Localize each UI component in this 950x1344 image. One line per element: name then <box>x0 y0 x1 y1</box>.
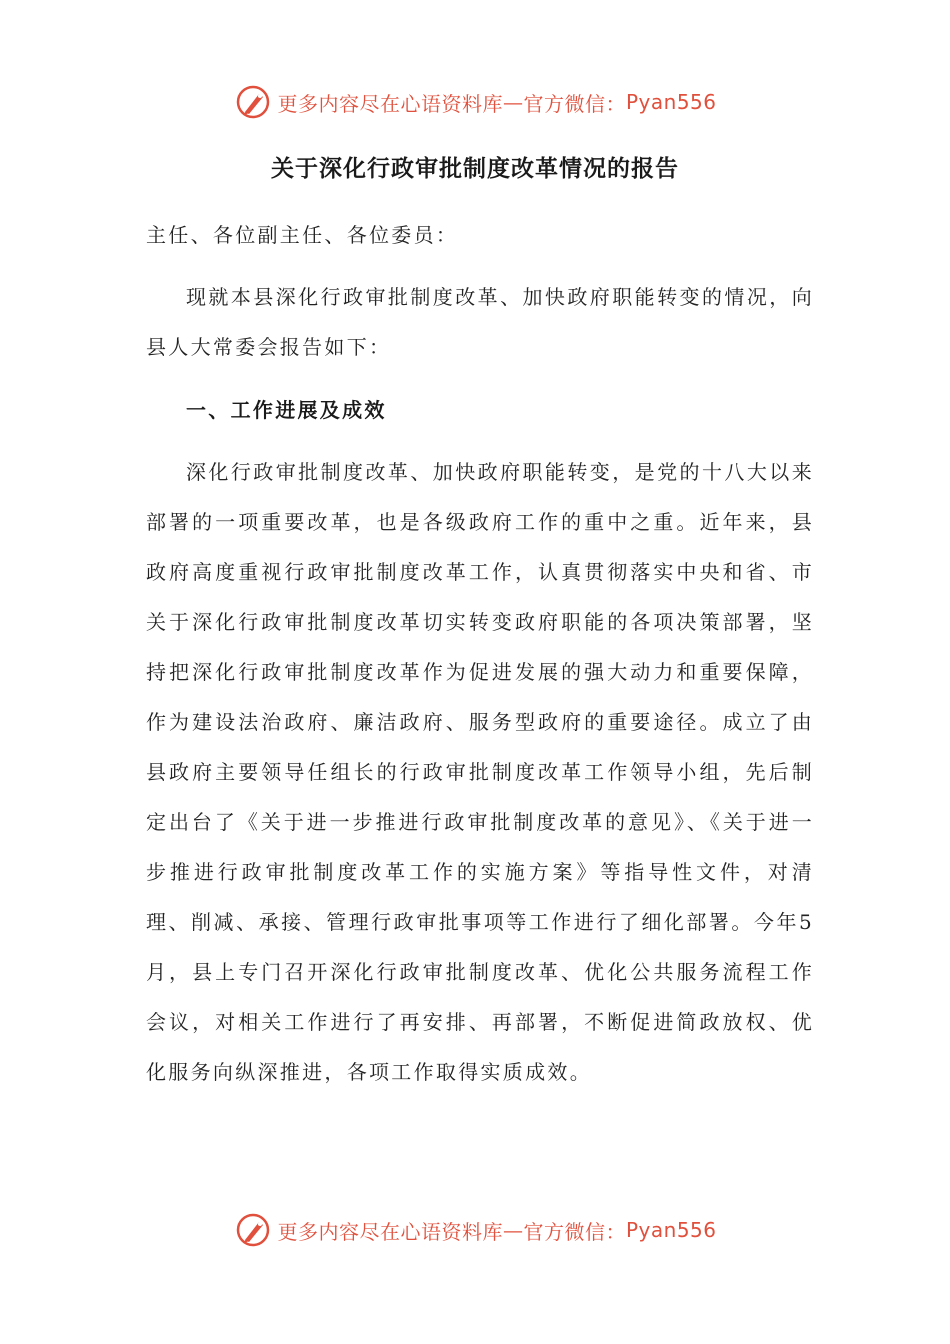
body-paragraph: 深化行政审批制度改革、加快政府职能转变，是党的十八大以来部署的一项重要改革，也是各级政府工作的重中之重。近年来，县政府高度重视行政审批制度改革工作，认真贯彻落实中央和省、市关于深化行政审批制度改革切实转变政府职能的各项决策部署，坚持把深化行政审批制度改革作为促进发展的强大动力和重要保障，作为建设法治政府、廉洁政府、服务型政府的重要途径。成立了由县政府主要领导任组长的行政审批制度改革工作领导小组，先后制定出台了《关于进一步推进行政审批制度改革的意见》、《关于进一步推进行政审批制度改革工作的实施方案》等指导性文件，对清理、削减、承接、管理行政审批事项等工作进行了细化部署。今年5月，县上专门召开深化行政审批制度改革、优化公共服务流程工作会议，对相关工作进行了再安排、再部署，不断促进简政放权、优化服务向纵深推进，各项工作取得实质成效。 <box>146 460 814 1084</box>
watermark-separator: — <box>502 90 524 114</box>
intro-paragraph: 现就本县深化行政审批制度改革、加快政府职能转变的情况，向县人大常委会报告如下： <box>146 285 814 359</box>
document-title: 关于深化行政审批制度改革情况的报告 <box>271 155 679 182</box>
watermark-label: 官方微信： <box>523 1219 626 1244</box>
pen-nib-logo-icon <box>233 82 273 122</box>
watermark-banner-top <box>0 82 950 122</box>
watermark-wechat-id: Pyan556 <box>625 90 717 114</box>
watermark-main-text: 更多内容尽在心语资料库 <box>277 1219 503 1244</box>
pen-nib-logo-icon <box>233 1210 273 1250</box>
watermark-wechat-id: Pyan556 <box>625 1218 717 1242</box>
section-heading: 一、工作进展及成效 <box>186 398 387 422</box>
watermark-main-text: 更多内容尽在心语资料库 <box>277 91 503 116</box>
salutation: 主任、各位副主任、各位委员： <box>146 223 459 247</box>
watermark-banner-bottom <box>0 1210 950 1250</box>
watermark-label: 官方微信： <box>523 91 626 116</box>
watermark-separator: — <box>502 1218 524 1242</box>
